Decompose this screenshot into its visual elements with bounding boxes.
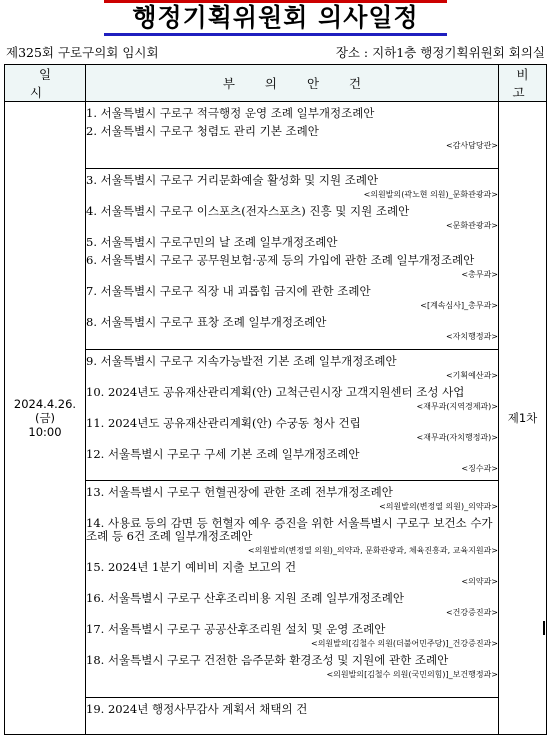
agenda-item: 10. 2024년도 공유재산관리계획(안) 고척근린시장 고객지원센터 조성 사업: [86, 385, 465, 399]
agenda-item: 19. 2024년 행정사무감사 계획서 채택의 건: [86, 702, 308, 716]
department-label: <의원발의(곽노현 의원)_문화관광과>: [363, 190, 498, 199]
agenda-item: 18. 서울특별시 구로구 건전한 음주문화 환경조성 및 지원에 관한 조례안: [86, 653, 449, 667]
department-label: <의약과>: [461, 577, 498, 586]
agenda-group-cell: [86, 350, 499, 481]
table-row: [5, 102, 547, 169]
department-label: <의원발의[김철수 의원(더불어민주당)]_건강증진과>: [311, 639, 498, 648]
time-text: 10:00: [28, 425, 62, 439]
department-label: <기획예산과>: [445, 371, 498, 380]
title-bottom-rule: [104, 33, 447, 36]
date-cell: [5, 102, 86, 735]
agenda-item: 1. 서울특별시 구로구 적극행정 운영 조례 일부개정조례안: [86, 106, 375, 120]
table-header-row: [5, 65, 547, 102]
col-header-date: 일 시: [5, 65, 86, 102]
agenda-item: 8. 서울특별시 구로구 표창 조례 일부개정조례안: [86, 315, 327, 329]
agenda-item: 16. 서울특별시 구로구 산후조리비용 지원 조례 일부개정조례안: [86, 591, 404, 605]
agenda-item: 9. 서울특별시 구로구 지속가능발전 기본 조례 일부개정조례안: [86, 354, 397, 368]
department-label: <건강증진과>: [445, 608, 498, 617]
agenda-item: 4. 서울특별시 구로구 이스포츠(전자스포츠) 진흥 및 지원 조례안: [86, 204, 410, 218]
col-header-note: 비 고: [499, 65, 547, 102]
department-label: <재무과(자치행정과)>: [416, 433, 498, 442]
agenda-group-cell: [86, 481, 499, 698]
date-text: 2024.4.26.(금): [13, 397, 77, 425]
table-row: [5, 169, 547, 350]
session-label: 제325회 구로구의회 임시회: [6, 45, 159, 60]
col-header-agenda: 부 의 안 건: [86, 65, 499, 102]
place-label: 장소 : 지하1층 행정기획위원회 회의실: [335, 45, 545, 60]
agenda-table: [4, 64, 547, 735]
agenda-item: 14. 사용료 등의 감면 등 헌혈자 예우 증진을 위한 서울특별시 구로구 보건소 수가 조례 등 6건 조례 일부개정조례안: [86, 516, 493, 543]
page-title: 행정기획위원회 의사일정: [132, 3, 419, 32]
agenda-item: 5. 서울특별시 구로구민의 날 조례 일부개정조례안: [86, 235, 338, 249]
agenda-item: 15. 2024년 1분기 예비비 지출 보고의 건: [86, 560, 297, 574]
department-label: <재무과(지역경제과)>: [416, 402, 498, 411]
table-row: [5, 481, 547, 698]
department-label: <[계속심사]_총무과>: [420, 301, 498, 310]
note-cell: 제1차: [499, 102, 547, 735]
agenda-item: 2. 서울특별시 구로구 청렴도 관리 기본 조례안: [86, 124, 319, 138]
agenda-item: 7. 서울특별시 구로구 직장 내 괴롭힘 금지에 관한 조례안: [86, 284, 371, 298]
agenda-group-cell: [86, 102, 499, 169]
agenda-group-cell: [86, 698, 499, 735]
department-label: <총무과>: [461, 270, 498, 279]
agenda-group-cell: [86, 169, 499, 350]
department-label: <감사담당관>: [445, 141, 498, 150]
table-row: [5, 698, 547, 735]
department-label: <자치행정과>: [445, 332, 498, 341]
department-label: <의원발의(변정열 의원)_의약과>: [379, 502, 498, 511]
department-label: <징수과>: [461, 464, 498, 473]
agenda-item: 3. 서울특별시 구로구 거리문화예술 활성화 및 지원 조례안: [86, 173, 379, 187]
department-label: <의원발의(변정열 의원)_의약과, 문화관광과, 체육진흥과, 교육지원과>: [247, 546, 498, 555]
department-label: <의원발의[김철수 의원(국민의힘)]_보건행정과>: [326, 670, 498, 679]
agenda-item: 13. 서울특별시 구로구 헌혈권장에 관한 조례 전부개정조례안: [86, 485, 393, 499]
margin-mark: [543, 621, 545, 635]
agenda-item: 6. 서울특별시 구로구 공무원보험·공제 등의 가입에 관한 조례 일부개정조례안: [86, 253, 475, 267]
agenda-item: 17. 서울특별시 구로구 공공산후조리원 설치 및 운영 조례안: [86, 622, 386, 636]
table-row: [5, 350, 547, 481]
agenda-item: 11. 2024년도 공유재산관리계획(안) 수궁동 청사 건립: [86, 416, 361, 430]
department-label: <문화관광과>: [445, 221, 498, 230]
agenda-item: 12. 서울특별시 구로구 구세 기본 조례 일부개정조례안: [86, 447, 360, 461]
title-block: [0, 0, 551, 34]
